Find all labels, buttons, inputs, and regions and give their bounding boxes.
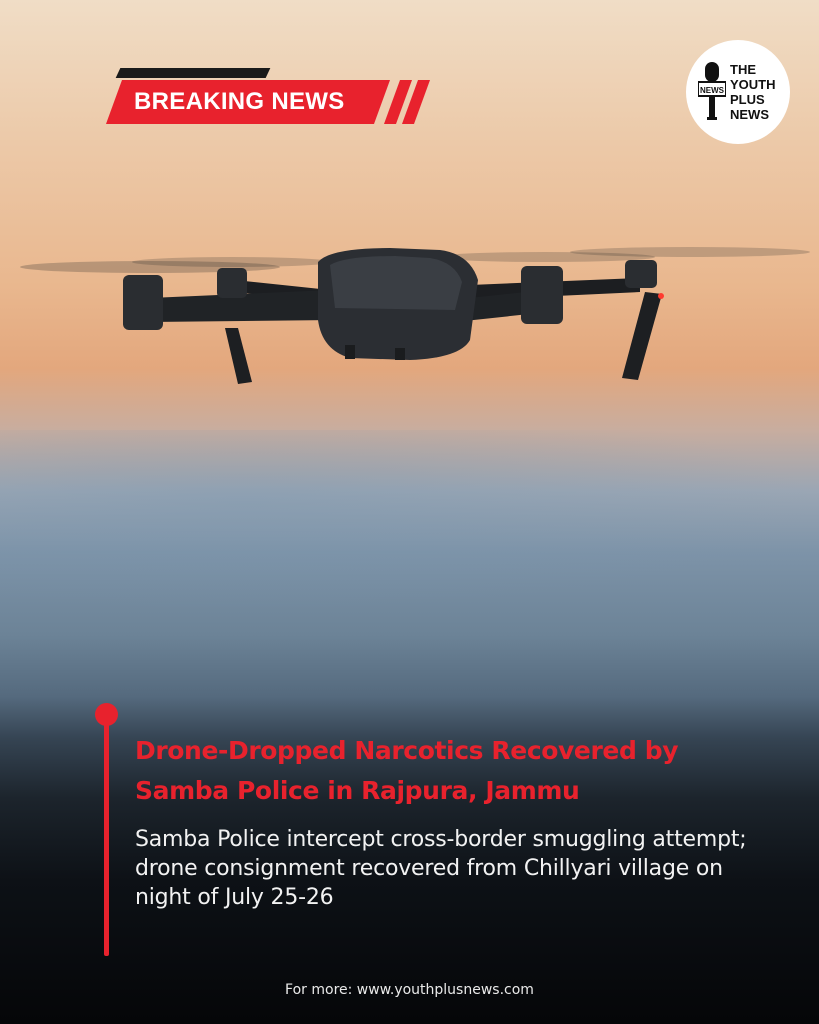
youth-plus-news-logo — [686, 40, 790, 144]
logo-line: NEWS — [730, 107, 769, 122]
footer-link-text: For more: www.youthplusnews.com — [285, 982, 534, 998]
mist-layer — [0, 430, 819, 610]
logo-wordmark — [730, 62, 786, 122]
breaking-news-label: BREAKING NEWS — [134, 88, 345, 115]
drone-icon — [0, 220, 819, 410]
logo-line: YOUTH — [730, 77, 776, 92]
banner-stripe — [116, 68, 271, 78]
logo-line: THE — [730, 62, 756, 77]
accent-dot — [95, 703, 118, 726]
logo-line: PLUS — [730, 92, 765, 107]
microphone-icon — [698, 62, 726, 124]
mic-label: NEWS — [700, 86, 724, 95]
article-headline: Drone-Dropped Narcotics Recovered by Samba Police in Rajpura, Jammu — [135, 736, 679, 805]
accent-line — [104, 712, 109, 956]
breaking-news-banner — [108, 68, 438, 128]
article-summary: Samba Police intercept cross-border smuggling attempt; drone consignment recovered from Chillyari village on night of July 25-26 — [135, 827, 747, 910]
